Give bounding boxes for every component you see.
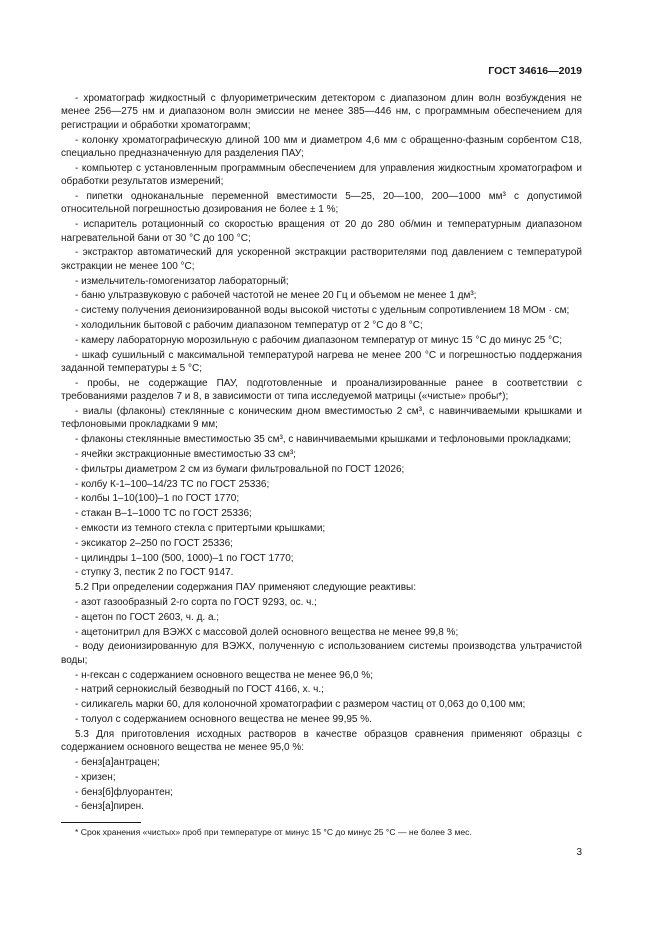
footnote-divider xyxy=(61,822,141,823)
paragraph: - воду деионизированную для ВЭЖХ, полученную с использованием системы производства ультрачистой воды; xyxy=(61,641,582,666)
paragraph: - ацетон по ГОСТ 2603, ч. д. а.; xyxy=(75,611,220,623)
paragraph: - натрий сернокислый безводный по ГОСТ 4166, х. ч.; xyxy=(75,684,324,696)
paragraph: 5.2 При определении содержания ПАУ применяют следующие реактивы: xyxy=(75,582,416,594)
paragraph: - пробы, не содержащие ПАУ, подготовленные и проанализированные ранее в соответствии с требованиями разделов 7 и 8, в зависимости от типа исследуемой матрицы («чистые» пробы*); xyxy=(61,377,582,403)
page-number: 3 xyxy=(576,847,582,858)
paragraph: - силикагель марки 60, для колоночной хроматографии с размером частиц от 0,063 до 0,100 мм; xyxy=(75,699,526,711)
paragraph: - эксикатор 2–250 по ГОСТ 25336; xyxy=(75,537,233,549)
paragraph: - флаконы стеклянные вместимостью 35 см³, с навинчиваемыми крышками и тефлоновыми прокладками; xyxy=(75,434,571,446)
paragraph: - ацетонитрил для ВЭЖХ с массовой долей основного вещества не менее 99,8 %; xyxy=(75,626,459,638)
paragraph: - бенз[а]пирен. xyxy=(75,801,144,813)
paragraph: - азот газообразный 2-го сорта по ГОСТ 9293, ос. ч.; xyxy=(75,596,317,608)
standard-header: ГОСТ 34616—2019 xyxy=(488,65,582,77)
paragraph: - пипетки одноканальные переменной вместимости 5—25, 20—100, 200—1000 мм³ с допустимой относительной погрешностью дозирования не более ± 1 %; xyxy=(61,191,582,216)
footnote: * Срок хранения «чистых» проб при температуре от минус 15 °С до минус 25 °С — не более 3 мес. xyxy=(75,827,472,837)
paragraph: - испаритель ротационный со скоростью вращения от 20 до 280 об/мин и температурным диапазоном нагревательной бани от 30 °С до 100 °С; xyxy=(61,219,582,244)
paragraph: - емкости из темного стекла с притертыми крышками; xyxy=(75,523,326,534)
paragraph: - н-гексан с содержанием основного вещества не менее 96,0 %; xyxy=(75,669,374,681)
paragraph: - ячейки экстракционные вместимостью 33 см³; xyxy=(75,449,296,461)
paragraph: - холодильник бытовой с рабочим диапазоном температур от 2 °С до 8 °С; xyxy=(75,320,423,332)
paragraph: - систему получения деионизированной воды высокой чистоты с удельным сопротивлением 18 МОм · см; xyxy=(75,305,570,317)
paragraph: - цилиндры 1–100 (500, 1000)–1 по ГОСТ 1770; xyxy=(75,552,294,564)
paragraph: - колбы 1–10(100)–1 по ГОСТ 1770; xyxy=(75,493,240,505)
paragraph: - хризен; xyxy=(75,771,116,783)
paragraph: 5.3 Для приготовления исходных растворов в качестве образцов сравнения применяют образцы с содержанием основного вещества не менее 95,0 %: xyxy=(61,728,582,754)
paragraph: - измельчитель-гомогенизатор лабораторный; xyxy=(75,275,289,287)
paragraph: - колбу К-1–100–14/23 ТС по ГОСТ 25336; xyxy=(75,478,270,490)
paragraph: - экстрактор автоматический для ускоренной экстракции растворителями под давлением с температурой экстракции не менее 100 °С; xyxy=(61,247,582,272)
paragraph: - шкаф сушильный с максимальной температурой нагрева не менее 200 °С и погрешностью поддержания заданной температуры ± 5 °С; xyxy=(61,349,582,375)
paragraph: - ступку 3, пестик 2 по ГОСТ 9147. xyxy=(75,567,234,579)
paragraph: - хроматограф жидкостный с флуориметрическим детектором с диапазоном длин волн возбуждения не менее 256—275 нм и диапазоном волн эмиссии не менее 385—446 нм, с программным обеспечением для регистрации и обработки хроматограмм; xyxy=(61,93,582,131)
paragraph: - бенз[б]флуорантен; xyxy=(75,786,173,798)
paragraph: - компьютер с установленным программным обеспечением для управления жидкостным хроматографом и обработки результатов измерений; xyxy=(61,162,582,188)
paragraph: - толуол с содержанием основного вещества не менее 99,95 %. xyxy=(75,713,372,725)
body-text xyxy=(61,92,582,815)
paragraph: - фильтры диаметром 2 см из бумаги фильтровальной по ГОСТ 12026; xyxy=(75,463,405,475)
paragraph: - бенз[а]антрацен; xyxy=(75,756,160,768)
paragraph: - стакан В–1–1000 ТС по ГОСТ 25336; xyxy=(75,508,252,520)
paragraph: - баню ультразвуковую с рабочей частотой не менее 20 Гц и объемом не менее 1 дм³; xyxy=(75,290,477,302)
paragraph: - виалы (флаконы) стеклянные с коническим дном вместимостью 2 см³, с навинчиваемыми крышками и тефлоновыми прокладками 9 мм; xyxy=(61,406,582,431)
paragraph: - колонку хроматографическую длиной 100 мм и диаметром 4,6 мм с обращенно-фазным сорбентом С18, специально предназначенную для разделения ПАУ; xyxy=(61,134,582,160)
paragraph: - камеру лабораторную морозильную с рабочим диапазоном температур от минус 15 °С до минус 25 °С; xyxy=(75,334,563,346)
